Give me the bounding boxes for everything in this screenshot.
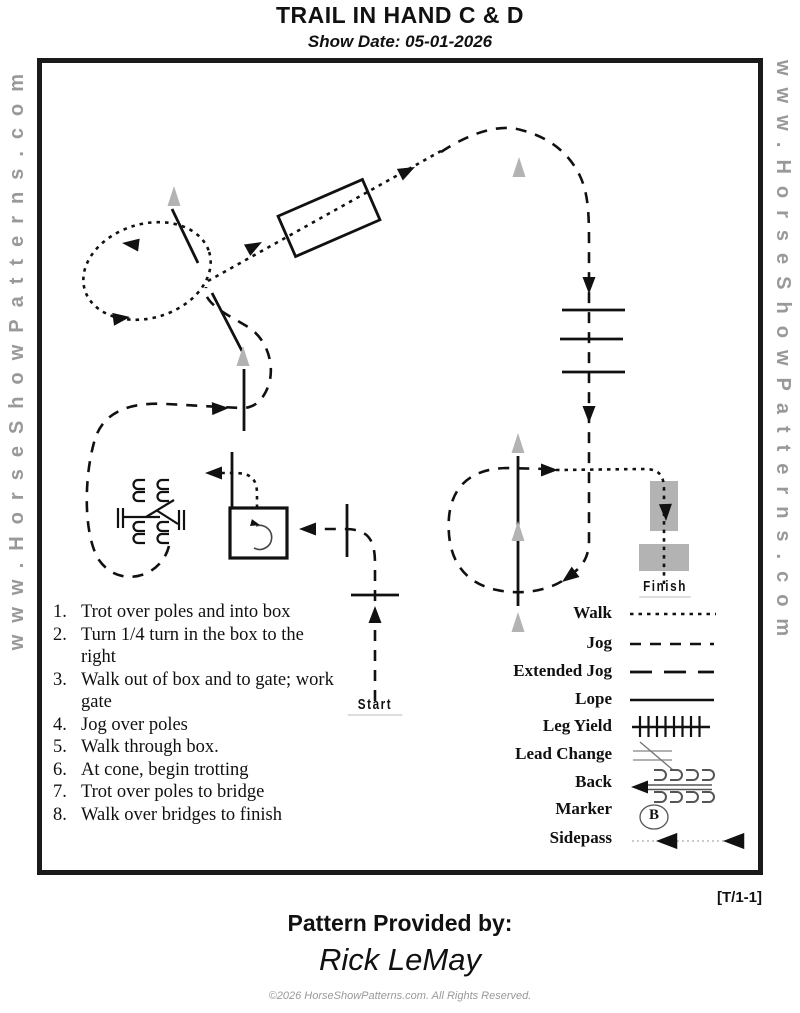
- legend-label-lead-change: Lead Change: [515, 744, 612, 763]
- poles: [172, 209, 625, 606]
- instruction-number: 4.: [53, 714, 67, 735]
- instruction-text: Walk through box.: [81, 737, 219, 757]
- legend-leg-yield: [632, 716, 710, 737]
- jog-path-right-loop: [441, 128, 589, 592]
- legend-label-walk: Walk: [573, 603, 612, 622]
- legend-lead-change: [633, 742, 673, 770]
- gate: [118, 480, 184, 543]
- instruction-number: 3.: [53, 669, 67, 690]
- finish-label: Finish: [639, 578, 690, 598]
- instruction-text: Trot over poles to bridge: [81, 782, 265, 802]
- instruction-item: [53, 669, 383, 714]
- legend-label-jog: Jog: [586, 633, 612, 652]
- quarter-turn-arrow: [254, 525, 272, 549]
- legend-sidepass: [632, 833, 744, 849]
- legend-label-leg-yield: Leg Yield: [542, 716, 612, 735]
- legend-label-marker: Marker: [555, 799, 612, 818]
- instruction-number: 1.: [53, 602, 67, 622]
- instruction-text: Walk over bridges to finish: [81, 804, 282, 825]
- instruction-text: At cone, begin trotting: [81, 759, 249, 780]
- instruction-item: [53, 804, 383, 827]
- instruction-text: Turn 1/4 turn in the box to the right: [81, 624, 304, 667]
- page-title: TRAIL IN HAND C & D: [275, 2, 524, 28]
- bridge-top: [278, 179, 380, 256]
- instruction-item: [53, 781, 383, 804]
- show-date: Show Date: 05-01-2026: [307, 32, 493, 51]
- turn-box: [230, 508, 287, 558]
- instruction-number: 8.: [53, 804, 67, 825]
- instruction-text: Walk out of box and to gate; work gate: [81, 669, 334, 712]
- marker-letter: B: [648, 807, 659, 823]
- provider-name: Rick LeMay: [319, 942, 481, 977]
- watermark-left: www.HorseShowPatterns.com: [6, 62, 28, 651]
- quarter-turn-arrowhead: [250, 519, 261, 528]
- instruction-item: [53, 624, 383, 669]
- instruction-text: Trot over poles and into box: [81, 602, 291, 622]
- legend-label-back: Back: [575, 772, 612, 791]
- watermark-right: www.HorseShowPatterns.com: [772, 60, 794, 649]
- instruction-item: [53, 736, 383, 759]
- instruction-text: Jog over poles: [81, 714, 188, 735]
- instruction-number: 5.: [53, 737, 67, 757]
- instruction-number: 7.: [53, 782, 67, 802]
- copyright-line: ©2026 HorseShowPatterns.com. All Rights Reserved.: [268, 990, 532, 1002]
- start-label: Start: [348, 696, 403, 716]
- instruction-list: [53, 601, 383, 826]
- instruction-item: [53, 759, 383, 782]
- cones: [168, 157, 526, 632]
- legend-label-sidepass: Sidepass: [549, 828, 612, 847]
- legend-back: [640, 770, 714, 802]
- provided-by-label: Pattern Provided by:: [287, 910, 513, 936]
- pattern-code: [T/1-1]: [717, 889, 762, 906]
- instruction-number: 2.: [53, 624, 67, 645]
- jog-path-gate-loop: [87, 287, 271, 577]
- legend-back-arrowhead: [631, 781, 648, 794]
- walk-oval-loop: [71, 207, 223, 335]
- instruction-item: [53, 714, 383, 737]
- instruction-item: [53, 601, 383, 624]
- legend-label-extended-jog: Extended Jog: [513, 661, 612, 680]
- legend-label-lope: Lope: [575, 689, 612, 708]
- instruction-number: 6.: [53, 759, 67, 780]
